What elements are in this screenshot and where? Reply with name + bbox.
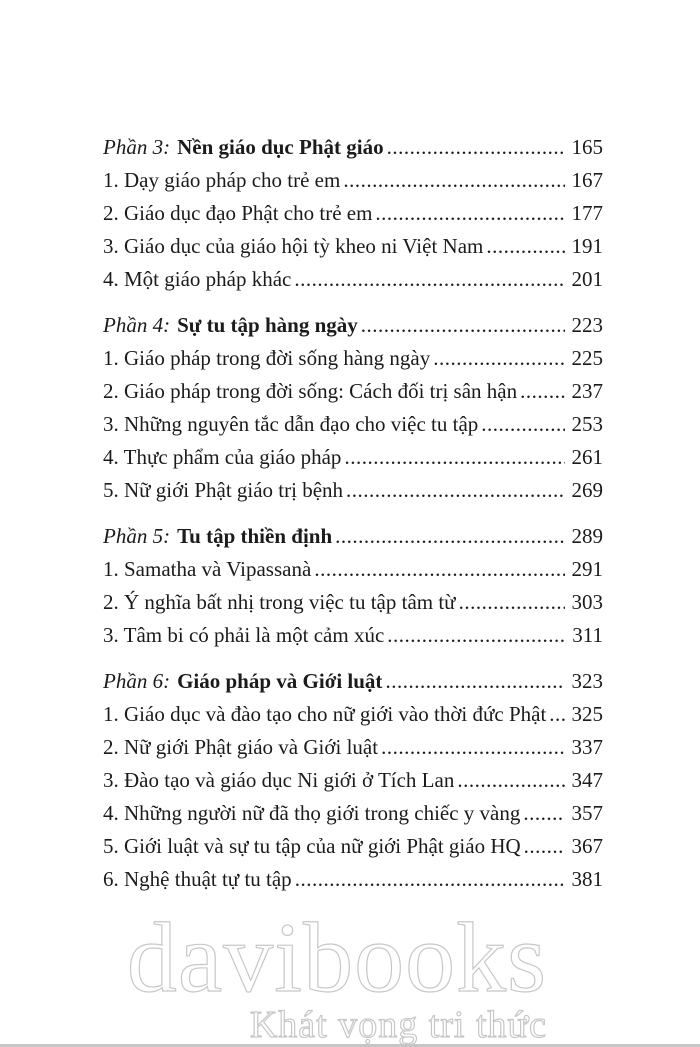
entry-page-number: 291 — [571, 557, 603, 581]
section-title: Giáo pháp và Giới luật — [177, 669, 383, 693]
toc-entry-row — [103, 619, 603, 652]
dot-leader — [387, 619, 565, 652]
toc-entry-row — [103, 863, 603, 896]
section-page-number: 323 — [571, 669, 603, 693]
dot-leader — [344, 441, 564, 474]
entry-title: 4. Những người nữ đã thọ giới trong chiếc y vàng — [103, 801, 521, 825]
dot-leader — [295, 863, 565, 896]
toc-entry-row — [103, 441, 603, 474]
table-of-contents — [103, 131, 603, 896]
section-title: Nền giáo dục Phật giáo — [177, 135, 384, 159]
dot-leader — [457, 764, 564, 797]
toc-entry-row — [103, 197, 603, 230]
dot-leader — [335, 520, 564, 553]
section-label: Phần 6: — [103, 669, 171, 693]
toc-entry-row — [103, 263, 603, 296]
toc-entry-row — [103, 731, 603, 764]
dot-leader — [459, 586, 565, 619]
dot-leader — [524, 830, 565, 863]
dot-leader — [523, 797, 564, 830]
entry-page-number: 225 — [571, 346, 603, 370]
entry-page-number: 347 — [571, 768, 603, 792]
entry-page-number: 237 — [571, 379, 603, 403]
entry-title: 5. Giới luật và sự tu tập của nữ giới Phật giáo HQ — [103, 834, 521, 858]
toc-entry-row — [103, 553, 603, 586]
section-title: Tu tập thiền định — [177, 524, 333, 548]
entry-page-number: 381 — [571, 867, 603, 891]
toc-section-row — [103, 309, 603, 342]
dot-leader — [387, 131, 565, 164]
dot-leader — [381, 731, 564, 764]
entry-title: 5. Nữ giới Phật giáo trị bệnh — [103, 478, 344, 502]
toc-entry-row — [103, 830, 603, 863]
dot-leader — [486, 230, 564, 263]
watermark — [126, 902, 547, 1046]
toc-entry-row — [103, 375, 603, 408]
toc-entry-row — [103, 797, 603, 830]
section-label: Phần 4: — [103, 313, 171, 337]
entry-page-number: 201 — [571, 267, 603, 291]
dot-leader — [314, 553, 564, 586]
watermark-brand-text: davibooks — [126, 902, 547, 1013]
section-page-number: 223 — [571, 313, 603, 337]
entry-title: 2. Nữ giới Phật giáo và Giới luật — [103, 735, 379, 759]
section-label: Phần 3: — [103, 135, 171, 159]
entry-title: 4. Một giáo pháp khác — [103, 267, 292, 291]
dot-leader — [346, 474, 564, 507]
entry-page-number: 337 — [571, 735, 603, 759]
toc-section-row — [103, 665, 603, 698]
entry-title: 1. Samatha và Vipassanà — [103, 557, 312, 581]
entry-title: 2. Giáo dục đạo Phật cho trẻ em — [103, 201, 373, 225]
entry-page-number: 261 — [571, 445, 603, 469]
dot-leader — [385, 665, 564, 698]
dot-leader — [375, 197, 564, 230]
toc-entry-row — [103, 474, 603, 507]
toc-section-row — [103, 520, 603, 553]
entry-page-number: 311 — [572, 623, 603, 647]
entry-page-number: 191 — [571, 234, 603, 258]
toc-section-row — [103, 131, 603, 164]
entry-page-number: 167 — [571, 168, 603, 192]
entry-page-number: 325 — [571, 702, 603, 726]
toc-entry-row — [103, 586, 603, 619]
entry-title: 3. Đào tạo và giáo dục Ni giới ở Tích Lan — [103, 768, 455, 792]
section-page-number: 165 — [571, 135, 603, 159]
entry-title: 3. Tâm bi có phải là một cảm xúc — [103, 623, 385, 647]
section-title: Sự tu tập hàng ngày — [177, 313, 358, 337]
entry-title: 4. Thực phẩm của giáo pháp — [103, 445, 342, 469]
dot-leader — [343, 164, 564, 197]
entry-page-number: 269 — [571, 478, 603, 502]
entry-title: 2. Giáo pháp trong đời sống: Cách đối trị sân hận — [103, 379, 518, 403]
watermark-tagline-text: Khát vọng tri thức — [249, 1004, 547, 1046]
entry-title: 1. Giáo pháp trong đời sống hàng ngày — [103, 346, 431, 370]
dot-leader — [520, 375, 564, 408]
toc-entry-row — [103, 230, 603, 263]
toc-entry-row — [103, 408, 603, 441]
entry-page-number: 177 — [571, 201, 603, 225]
entry-title: 6. Nghệ thuật tự tu tập — [103, 867, 292, 891]
entry-title: 1. Dạy giáo pháp cho trẻ em — [103, 168, 341, 192]
entry-page-number: 367 — [571, 834, 603, 858]
entry-page-number: 253 — [571, 412, 603, 436]
dot-leader — [294, 263, 564, 296]
dot-leader — [361, 309, 565, 342]
toc-entry-row — [103, 164, 603, 197]
entry-title: 2. Ý nghĩa bất nhị trong việc tu tập tâm từ — [103, 590, 456, 614]
section-label: Phần 5: — [103, 524, 171, 548]
entry-title: 3. Giáo dục của giáo hội tỳ kheo ni Việt Nam — [103, 234, 484, 258]
dot-leader — [481, 408, 564, 441]
toc-entry-row — [103, 342, 603, 375]
toc-entry-row — [103, 764, 603, 797]
toc-entry-row — [103, 698, 603, 731]
entry-title: 1. Giáo dục và đào tạo cho nữ giới vào thời đức Phật — [103, 702, 547, 726]
entry-title: 3. Những nguyên tắc dẫn đạo cho việc tu tập — [103, 412, 479, 436]
section-page-number: 289 — [571, 524, 603, 548]
dot-leader — [549, 698, 564, 731]
dot-leader — [433, 342, 564, 375]
entry-page-number: 303 — [571, 590, 603, 614]
entry-page-number: 357 — [571, 801, 603, 825]
